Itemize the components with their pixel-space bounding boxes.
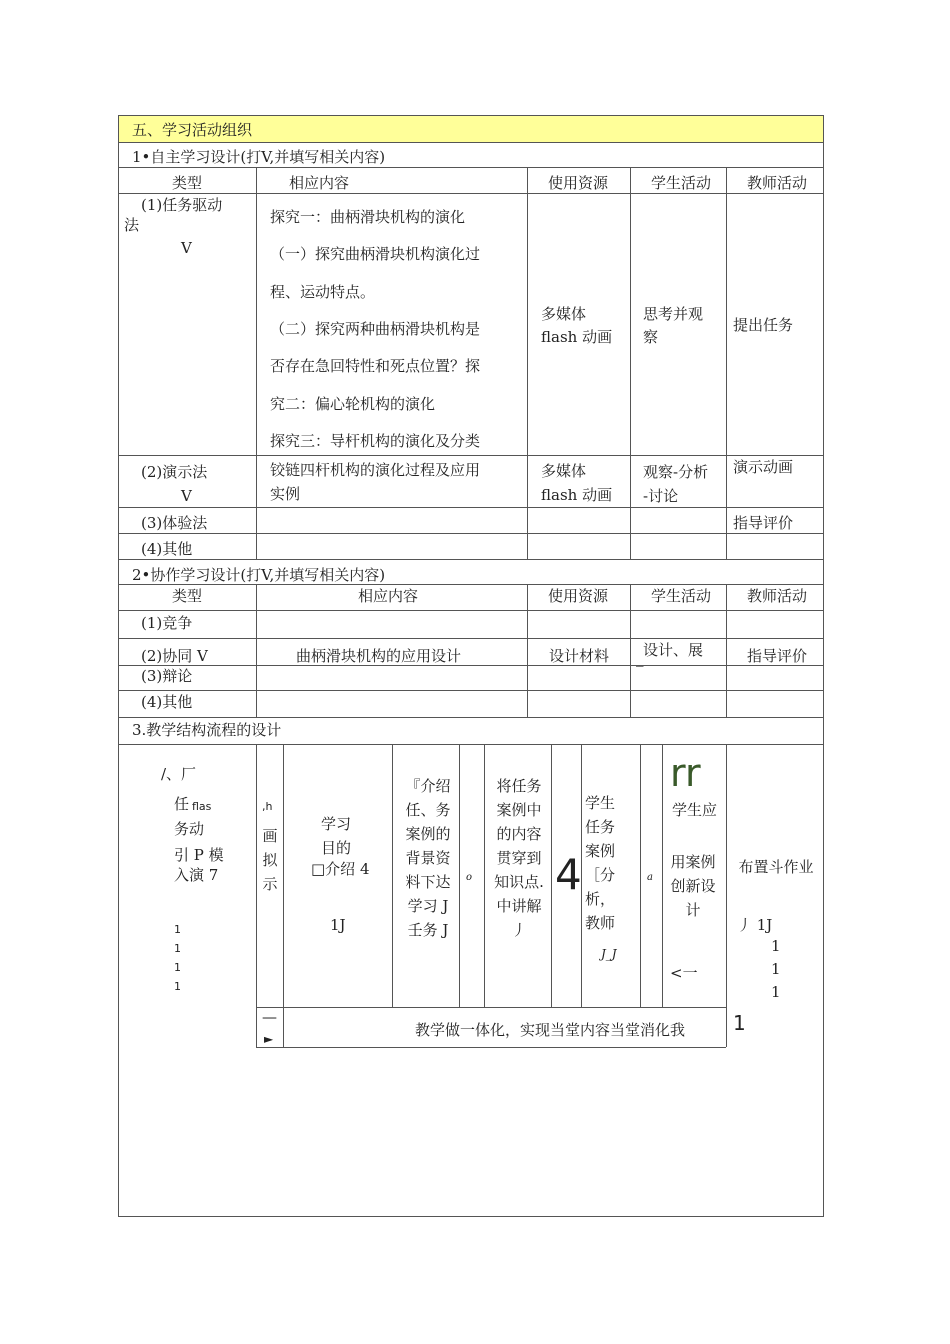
flow-divider — [392, 744, 393, 1007]
flow-divider — [484, 744, 485, 1007]
col-divider — [726, 167, 727, 559]
row1-teacher: 提出任务 — [733, 316, 794, 334]
row1-type-line2: 法 — [124, 216, 140, 234]
flow-col1-line: 任 — [174, 795, 190, 813]
header-type: 类型 — [172, 587, 203, 605]
row2-type: (2)演示法 — [141, 463, 208, 481]
row1-content-line: （二）探究两种曲柄滑块机构是 — [270, 320, 481, 338]
flow-bottom-text: 教学做一体化，实现当堂内容当堂消化我 — [415, 1021, 686, 1039]
coop-row2-content: 曲柄滑块机构的应用设计 — [296, 647, 462, 665]
flow-col10-tail: <一 — [670, 964, 698, 982]
divider — [118, 717, 824, 718]
divider — [256, 1007, 726, 1008]
divider — [118, 533, 824, 534]
divider — [118, 142, 824, 143]
flow-col1-line: 入演 7 — [174, 866, 219, 884]
flow-col8-text: 学生任务案例［分析，教师 — [585, 794, 616, 932]
flow-col8-tail: J_J — [601, 947, 617, 961]
activity-table — [118, 115, 824, 1217]
col-divider — [256, 584, 257, 717]
header-content: 相应内容 — [289, 174, 350, 192]
self-study-heading: 1•自主学习设计(打V,并填写相关内容) — [132, 148, 386, 166]
flow-col3-text: 学习目的 — [320, 815, 351, 857]
divider — [118, 559, 824, 560]
flow-divider — [640, 744, 641, 1007]
flow-bottom-tail: 1 — [733, 1011, 746, 1035]
row2-resource-line2: flash 动画 — [541, 486, 613, 504]
header-resource: 使用资源 — [548, 174, 609, 192]
col-divider — [527, 167, 528, 559]
divider — [118, 193, 824, 194]
coop-row2-student: 设计、展 — [643, 641, 704, 659]
header-content: 相应内容 — [358, 587, 419, 605]
header-resource: 使用资源 — [548, 587, 609, 605]
flow-col1-one: 1 — [174, 923, 181, 936]
divider — [118, 455, 824, 456]
col-divider — [726, 584, 727, 717]
flow-divider — [726, 744, 727, 1047]
flow-col1-one: 1 — [174, 942, 181, 955]
col-divider — [256, 167, 257, 559]
flow-col10-text: 学生应 — [672, 801, 718, 819]
flow-col11-one: 1 — [771, 960, 781, 978]
row1-content-line: 否存在急回特性和死点位置？探 — [270, 357, 481, 375]
row1-content-line: 探究三：导杆机构的演化及分类 — [270, 432, 481, 450]
flow-col1-line: 引 P 模 — [174, 846, 224, 864]
flow-col1-one: 1 — [174, 980, 181, 993]
row2-student-line1: 观察-分析 — [643, 463, 709, 481]
row1-check-mark: V — [181, 239, 192, 257]
flow-divider — [551, 744, 552, 1007]
divider — [118, 638, 824, 639]
flow-col3-line2: □介绍 4 — [311, 860, 370, 878]
flow-col2-top: ,h — [262, 800, 273, 813]
coop-study-heading: 2•协作学习设计(打V,并填写相关内容) — [132, 566, 386, 584]
flow-heading: 3.教学结构流程的设计 — [132, 721, 282, 739]
flow-col11-one: 1 — [771, 983, 781, 1001]
header-teacher: 教师活动 — [747, 587, 808, 605]
flow-divider — [256, 744, 257, 1047]
coop-row1-type: (1)竞争 — [141, 614, 193, 632]
flow-col9-text: a — [647, 872, 653, 883]
header-type: 类型 — [172, 174, 203, 192]
col-divider — [630, 584, 631, 717]
divider — [256, 1047, 726, 1048]
flow-col10-top: rr — [670, 751, 701, 795]
col-divider — [630, 167, 631, 559]
divider — [118, 507, 824, 508]
section-title: 五、学习活动组织 — [132, 121, 253, 139]
col-divider — [527, 584, 528, 717]
flow-col1-line: 务动 — [174, 820, 205, 838]
header-student: 学生活动 — [651, 174, 712, 192]
flow-col5-text: o — [466, 872, 473, 883]
row1-type-line1: (1)任务驱动 — [141, 196, 223, 214]
flow-col11-text: 布置斗作业 — [738, 858, 814, 876]
flow-col3-tail: 1J — [330, 916, 346, 934]
flow-col7-text: 4 — [555, 850, 582, 899]
row2-content-line1: 铰链四杆机构的演化过程及应用 — [270, 461, 481, 479]
row2-check-mark: V — [181, 487, 192, 505]
row1-resource-line2: flash 动画 — [541, 328, 613, 346]
header-student: 学生活动 — [651, 587, 712, 605]
flow-col2-text: 画拟示 — [262, 827, 278, 893]
row3-type: (3)体验法 — [141, 514, 208, 532]
row1-content-line: 探究一：曲柄滑块机构的演化 — [270, 208, 466, 226]
divider — [118, 665, 824, 666]
flow-col11-tail: 丿 1J — [737, 916, 773, 934]
divider — [118, 690, 824, 691]
row3-teacher: 指导评价 — [733, 514, 794, 532]
flow-col11-one: 1 — [771, 937, 781, 955]
coop-row4-type: (4)其他 — [141, 693, 193, 711]
arrow-right-icon: ► — [264, 1032, 274, 1046]
flow-col1-top: /、厂 — [161, 765, 197, 783]
divider — [118, 610, 824, 611]
row1-student-line1: 思考并观 — [643, 305, 704, 323]
flow-arrow-line: — — [262, 1008, 277, 1026]
row2-resource-line1: 多媒体 — [541, 462, 587, 480]
flow-col6-text: 将任务案例中的内容贯穿到知识点.中讲解丿 — [494, 777, 544, 939]
row2-student-line2: -讨论 — [643, 487, 679, 505]
header-teacher: 教师活动 — [747, 174, 808, 192]
divider — [118, 167, 824, 168]
flow-divider — [662, 744, 663, 1007]
flow-col1-one: 1 — [174, 961, 181, 974]
flow-col10-text2: 用案例创新设计 — [670, 853, 716, 919]
coop-row2-resource: 设计材料 — [549, 647, 610, 665]
row2-teacher: 演示动画 — [733, 458, 794, 476]
coop-row3-type: (3)辩论 — [141, 667, 193, 685]
coop-row2-type: (2)协同 V — [141, 647, 208, 665]
row2-content-line2: 实例 — [270, 485, 301, 503]
flow-divider — [459, 744, 460, 1007]
coop-row2-teacher: 指导评价 — [747, 647, 808, 665]
row1-content-line: 程、运动特点。 — [270, 283, 376, 301]
flow-divider — [283, 744, 284, 1047]
divider — [118, 744, 824, 745]
flow-col1-line: flas — [192, 800, 212, 813]
row1-content-line: （一）探究曲柄滑块机构演化过 — [270, 245, 481, 263]
coop-row2-student-tail: _ — [636, 649, 644, 667]
row4-type: (4)其他 — [141, 540, 193, 558]
row1-student-line2: 察 — [643, 328, 659, 346]
row1-resource-line1: 多媒体 — [541, 305, 587, 323]
flow-col4-text: 『介绍任、务案例的背景资料下达学习 J 壬务 J — [405, 777, 451, 939]
row1-content-line: 究二：偏心轮机构的演化 — [270, 395, 436, 413]
